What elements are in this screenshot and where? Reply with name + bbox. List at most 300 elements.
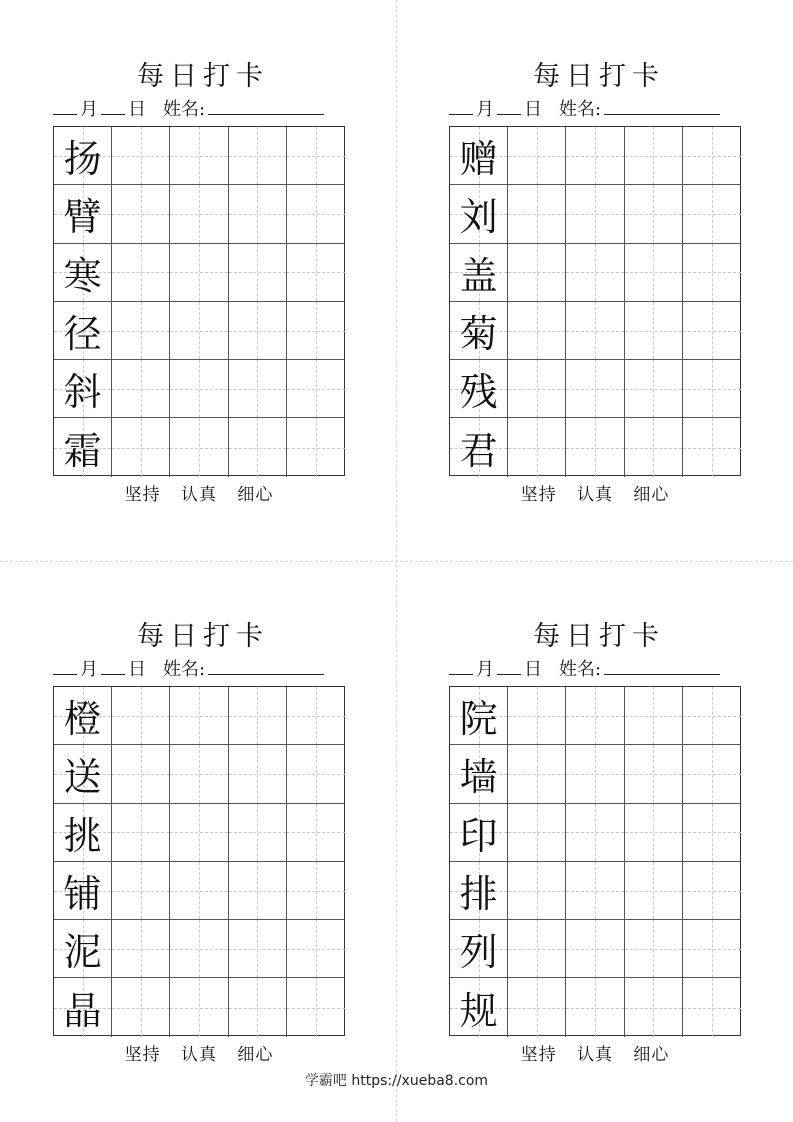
guide-line-horizontal (508, 774, 565, 775)
practice-cell[interactable] (625, 360, 683, 417)
guide-line-horizontal (566, 949, 623, 950)
model-character-cell (450, 127, 508, 184)
guide-line-horizontal (566, 774, 623, 775)
motto: 坚持 认真 细心 (124, 1045, 274, 1065)
practice-cell[interactable] (566, 185, 624, 242)
practice-cell[interactable] (683, 244, 741, 301)
guide-line-horizontal (625, 891, 682, 892)
month-blank[interactable] (449, 96, 473, 115)
practice-cell[interactable] (287, 687, 345, 744)
guide-line-horizontal (683, 1008, 741, 1009)
practice-cell[interactable] (508, 920, 566, 977)
guide-line-horizontal (566, 448, 623, 449)
practice-cell[interactable] (566, 127, 624, 184)
guide-line-horizontal (170, 949, 227, 950)
practice-cell[interactable] (508, 687, 566, 744)
practice-cell[interactable] (287, 127, 345, 184)
guide-line-horizontal (508, 389, 565, 390)
guide-line-horizontal (683, 272, 741, 273)
practice-cell[interactable] (229, 920, 287, 977)
practice-cell[interactable] (112, 360, 170, 417)
date-name-line (53, 96, 353, 122)
practice-cell[interactable] (229, 745, 287, 802)
guide-line-horizontal (287, 716, 345, 717)
grid-row (54, 920, 344, 978)
practice-cell[interactable] (625, 185, 683, 242)
practice-cell[interactable] (683, 302, 741, 359)
practice-cell[interactable] (566, 302, 624, 359)
practice-cell[interactable] (170, 185, 228, 242)
guide-line-horizontal (625, 949, 682, 950)
guide-line-horizontal (112, 1008, 169, 1009)
practice-cell[interactable] (170, 302, 228, 359)
guide-line-horizontal (112, 949, 169, 950)
practice-cell[interactable] (287, 418, 345, 476)
model-character-cell (54, 920, 112, 977)
model-character-cell (450, 185, 508, 242)
practice-cell[interactable] (566, 418, 624, 476)
practice-cell[interactable] (566, 745, 624, 802)
guide-line-horizontal (287, 1008, 345, 1009)
practice-cell[interactable] (683, 920, 741, 977)
model-character-cell (54, 418, 112, 476)
guide-line-horizontal (112, 214, 169, 215)
guide-line-horizontal (229, 156, 286, 157)
day-label: 日 (524, 659, 542, 680)
guide-line-horizontal (287, 214, 345, 215)
grid-row (450, 862, 740, 920)
checkin-card-4 (449, 622, 749, 1082)
date-name-line (449, 656, 749, 682)
practice-cell[interactable] (625, 418, 683, 476)
guide-line-horizontal (625, 832, 682, 833)
practice-cell[interactable] (566, 804, 624, 861)
practice-cell[interactable] (287, 360, 345, 417)
card-title: 每日打卡 (533, 61, 665, 92)
guide-line-horizontal (566, 832, 623, 833)
practice-cell[interactable] (566, 920, 624, 977)
day-blank[interactable] (497, 656, 521, 675)
practice-cell[interactable] (170, 127, 228, 184)
practice-cell[interactable] (170, 687, 228, 744)
checkin-card-3 (53, 622, 353, 1082)
guide-line-horizontal (229, 716, 286, 717)
model-character: 盖 (459, 253, 498, 298)
practice-cell[interactable] (112, 687, 170, 744)
model-character: 斜 (63, 370, 102, 415)
guide-line-horizontal (683, 891, 741, 892)
grid-row (54, 978, 344, 1036)
grid-row (450, 360, 740, 418)
month-blank[interactable] (449, 656, 473, 675)
model-character: 扬 (63, 137, 102, 182)
practice-cell[interactable] (625, 804, 683, 861)
guide-line-horizontal (508, 448, 565, 449)
practice-cell[interactable] (170, 920, 228, 977)
model-character-cell (450, 920, 508, 977)
practice-cell[interactable] (112, 745, 170, 802)
practice-cell[interactable] (566, 360, 624, 417)
motto: 坚持 认真 细心 (520, 1045, 670, 1065)
practice-cell[interactable] (508, 978, 566, 1036)
grid-row (450, 920, 740, 978)
name-label: 姓名: (559, 99, 602, 120)
writing-grid (449, 126, 741, 476)
practice-cell[interactable] (170, 978, 228, 1036)
practice-cell[interactable] (508, 862, 566, 919)
guide-line-horizontal (112, 774, 169, 775)
guide-line-horizontal (287, 272, 345, 273)
practice-cell[interactable] (683, 978, 741, 1036)
grid-row (54, 185, 344, 243)
grid-row (450, 804, 740, 862)
day-label: 日 (128, 99, 146, 120)
model-character-cell (450, 418, 508, 476)
practice-cell[interactable] (683, 804, 741, 861)
model-character-cell (54, 745, 112, 802)
practice-cell[interactable] (566, 244, 624, 301)
model-character: 寒 (63, 253, 102, 298)
guide-line-horizontal (683, 389, 741, 390)
grid-row (54, 418, 344, 476)
guide-line-horizontal (683, 331, 741, 332)
practice-cell[interactable] (112, 978, 170, 1036)
model-character-cell (54, 804, 112, 861)
practice-cell[interactable] (229, 127, 287, 184)
guide-line-horizontal (566, 1008, 623, 1009)
model-character: 晶 (63, 989, 102, 1034)
grid-row (54, 862, 344, 920)
practice-cell[interactable] (566, 978, 624, 1036)
guide-line-horizontal (625, 716, 682, 717)
practice-cell[interactable] (229, 418, 287, 476)
guide-line-horizontal (566, 716, 623, 717)
guide-line-horizontal (683, 949, 741, 950)
checkin-card-1 (53, 62, 353, 522)
writing-grid (449, 686, 741, 1036)
grid-row (54, 302, 344, 360)
grid-row (450, 745, 740, 803)
guide-line-horizontal (229, 448, 286, 449)
guide-line-horizontal (287, 448, 345, 449)
model-character: 墙 (459, 755, 498, 800)
month-label: 月 (476, 659, 494, 680)
practice-cell[interactable] (508, 745, 566, 802)
card-title: 每日打卡 (137, 621, 269, 652)
practice-cell[interactable] (229, 302, 287, 359)
model-character: 径 (63, 312, 102, 357)
guide-line-horizontal (287, 331, 345, 332)
guide-line-horizontal (625, 214, 682, 215)
practice-cell[interactable] (287, 244, 345, 301)
month-blank[interactable] (53, 96, 77, 115)
card-title: 每日打卡 (533, 621, 665, 652)
practice-cell[interactable] (112, 244, 170, 301)
name-label: 姓名: (559, 659, 602, 680)
horizontal-cut-line (0, 561, 793, 562)
practice-cell[interactable] (287, 920, 345, 977)
model-character-cell (450, 745, 508, 802)
practice-cell[interactable] (625, 687, 683, 744)
name-blank[interactable] (208, 656, 324, 675)
practice-cell[interactable] (229, 862, 287, 919)
guide-line-horizontal (508, 331, 565, 332)
model-character-cell (54, 185, 112, 242)
guide-line-horizontal (170, 389, 227, 390)
guide-line-horizontal (112, 448, 169, 449)
guide-line-horizontal (508, 891, 565, 892)
grid-row (450, 302, 740, 360)
practice-cell[interactable] (112, 418, 170, 476)
day-blank[interactable] (497, 96, 521, 115)
card-title: 每日打卡 (137, 61, 269, 92)
practice-cell[interactable] (229, 978, 287, 1036)
grid-row (450, 978, 740, 1036)
name-blank[interactable] (604, 96, 720, 115)
guide-line-horizontal (170, 331, 227, 332)
model-character-cell (450, 804, 508, 861)
guide-line-horizontal (229, 891, 286, 892)
practice-cell[interactable] (683, 745, 741, 802)
guide-line-horizontal (112, 716, 169, 717)
practice-cell[interactable] (625, 302, 683, 359)
model-character-cell (54, 978, 112, 1036)
guide-line-horizontal (112, 389, 169, 390)
motto: 坚持 认真 细心 (520, 485, 670, 505)
guide-line-horizontal (112, 832, 169, 833)
guide-line-horizontal (170, 774, 227, 775)
practice-cell[interactable] (112, 920, 170, 977)
guide-line-horizontal (287, 832, 345, 833)
practice-cell[interactable] (683, 687, 741, 744)
guide-line-horizontal (683, 832, 741, 833)
practice-cell[interactable] (112, 127, 170, 184)
model-character: 列 (459, 930, 498, 975)
guide-line-horizontal (566, 272, 623, 273)
guide-line-horizontal (287, 949, 345, 950)
guide-line-horizontal (170, 716, 227, 717)
guide-line-horizontal (683, 448, 741, 449)
grid-row (450, 127, 740, 185)
practice-cell[interactable] (229, 185, 287, 242)
guide-line-horizontal (229, 214, 286, 215)
practice-cell[interactable] (683, 862, 741, 919)
writing-grid (53, 686, 345, 1036)
guide-line-horizontal (625, 448, 682, 449)
practice-cell[interactable] (508, 127, 566, 184)
guide-line-horizontal (683, 156, 741, 157)
practice-cell[interactable] (566, 687, 624, 744)
guide-line-horizontal (625, 1008, 682, 1009)
name-blank[interactable] (208, 96, 324, 115)
grid-row (450, 687, 740, 745)
practice-cell[interactable] (229, 804, 287, 861)
guide-line-horizontal (508, 214, 565, 215)
guide-line-horizontal (112, 331, 169, 332)
motto: 坚持 认真 细心 (124, 485, 274, 505)
practice-cell[interactable] (112, 185, 170, 242)
guide-line-horizontal (566, 331, 623, 332)
guide-line-horizontal (508, 949, 565, 950)
model-character: 铺 (63, 872, 102, 917)
practice-cell[interactable] (683, 127, 741, 184)
practice-cell[interactable] (508, 185, 566, 242)
practice-cell[interactable] (112, 862, 170, 919)
model-character: 菊 (459, 312, 498, 357)
practice-cell[interactable] (508, 418, 566, 476)
model-character: 泥 (63, 930, 102, 975)
model-character-cell (54, 687, 112, 744)
practice-cell[interactable] (229, 244, 287, 301)
guide-line-horizontal (170, 214, 227, 215)
practice-cell[interactable] (625, 244, 683, 301)
model-character-cell (54, 244, 112, 301)
practice-cell[interactable] (170, 360, 228, 417)
month-label: 月 (80, 99, 98, 120)
guide-line-horizontal (625, 774, 682, 775)
practice-cell[interactable] (287, 745, 345, 802)
name-label: 姓名: (163, 659, 206, 680)
practice-cell[interactable] (625, 127, 683, 184)
model-character-cell (450, 360, 508, 417)
guide-line-horizontal (229, 774, 286, 775)
month-blank[interactable] (53, 656, 77, 675)
guide-line-horizontal (683, 716, 741, 717)
guide-line-horizontal (287, 891, 345, 892)
model-character: 院 (459, 697, 498, 742)
model-character: 臂 (63, 195, 102, 240)
model-character: 规 (459, 989, 498, 1034)
practice-cell[interactable] (683, 360, 741, 417)
guide-line-horizontal (508, 156, 565, 157)
practice-cell[interactable] (625, 978, 683, 1036)
model-character: 刘 (459, 195, 498, 240)
guide-line-horizontal (625, 272, 682, 273)
guide-line-horizontal (287, 774, 345, 775)
practice-cell[interactable] (287, 978, 345, 1036)
grid-row (54, 244, 344, 302)
grid-row (450, 185, 740, 243)
practice-cell[interactable] (508, 360, 566, 417)
practice-cell[interactable] (683, 418, 741, 476)
guide-line-horizontal (508, 272, 565, 273)
practice-cell[interactable] (287, 862, 345, 919)
model-character-cell (450, 244, 508, 301)
footer-watermark: 学霸吧 https://xueba8.com (304, 1073, 489, 1089)
model-character: 赠 (459, 137, 498, 182)
grid-row (54, 360, 344, 418)
model-character: 挑 (63, 813, 102, 858)
model-character: 君 (459, 429, 498, 474)
practice-cell[interactable] (508, 804, 566, 861)
model-character-cell (54, 127, 112, 184)
day-blank[interactable] (101, 656, 125, 675)
model-character: 霜 (63, 429, 102, 474)
model-character-cell (54, 360, 112, 417)
practice-cell[interactable] (625, 862, 683, 919)
practice-cell[interactable] (287, 185, 345, 242)
practice-cell[interactable] (112, 804, 170, 861)
model-character: 橙 (63, 697, 102, 742)
guide-line-horizontal (229, 389, 286, 390)
model-character-cell (450, 862, 508, 919)
guide-line-horizontal (566, 891, 623, 892)
guide-line-horizontal (170, 1008, 227, 1009)
practice-cell[interactable] (508, 302, 566, 359)
guide-line-horizontal (229, 949, 286, 950)
practice-cell[interactable] (566, 862, 624, 919)
guide-line-horizontal (170, 448, 227, 449)
practice-cell[interactable] (508, 244, 566, 301)
grid-row (54, 745, 344, 803)
date-name-line (449, 96, 749, 122)
practice-cell[interactable] (170, 244, 228, 301)
guide-line-horizontal (112, 891, 169, 892)
guide-line-horizontal (683, 774, 741, 775)
name-blank[interactable] (604, 656, 720, 675)
model-character-cell (450, 302, 508, 359)
month-label: 月 (476, 99, 494, 120)
practice-cell[interactable] (229, 687, 287, 744)
model-character: 残 (459, 370, 498, 415)
practice-cell[interactable] (170, 745, 228, 802)
model-character-cell (54, 302, 112, 359)
practice-cell[interactable] (287, 804, 345, 861)
practice-cell[interactable] (112, 302, 170, 359)
practice-cell[interactable] (170, 804, 228, 861)
guide-line-horizontal (625, 156, 682, 157)
model-character-cell (450, 687, 508, 744)
model-character: 排 (459, 872, 498, 917)
grid-row (450, 418, 740, 476)
guide-line-horizontal (170, 156, 227, 157)
date-name-line (53, 656, 353, 682)
guide-line-horizontal (229, 1008, 286, 1009)
model-character-cell (450, 978, 508, 1036)
day-label: 日 (524, 99, 542, 120)
guide-line-horizontal (508, 716, 565, 717)
day-blank[interactable] (101, 96, 125, 115)
day-label: 日 (128, 659, 146, 680)
name-label: 姓名: (163, 99, 206, 120)
guide-line-horizontal (170, 832, 227, 833)
guide-line-horizontal (229, 832, 286, 833)
guide-line-horizontal (566, 156, 623, 157)
guide-line-horizontal (287, 389, 345, 390)
writing-grid (53, 126, 345, 476)
grid-row (54, 687, 344, 745)
practice-cell[interactable] (287, 302, 345, 359)
guide-line-horizontal (625, 331, 682, 332)
guide-line-horizontal (229, 331, 286, 332)
practice-cell[interactable] (683, 185, 741, 242)
guide-line-horizontal (566, 389, 623, 390)
guide-line-horizontal (112, 272, 169, 273)
practice-cell[interactable] (170, 418, 228, 476)
model-character: 送 (63, 755, 102, 800)
guide-line-horizontal (508, 1008, 565, 1009)
grid-row (54, 127, 344, 185)
practice-cell[interactable] (170, 862, 228, 919)
guide-line-horizontal (683, 214, 741, 215)
practice-cell[interactable] (625, 745, 683, 802)
guide-line-horizontal (566, 214, 623, 215)
practice-cell[interactable] (625, 920, 683, 977)
practice-cell[interactable] (229, 360, 287, 417)
guide-line-horizontal (287, 156, 345, 157)
guide-line-horizontal (170, 272, 227, 273)
model-character: 印 (459, 813, 498, 858)
